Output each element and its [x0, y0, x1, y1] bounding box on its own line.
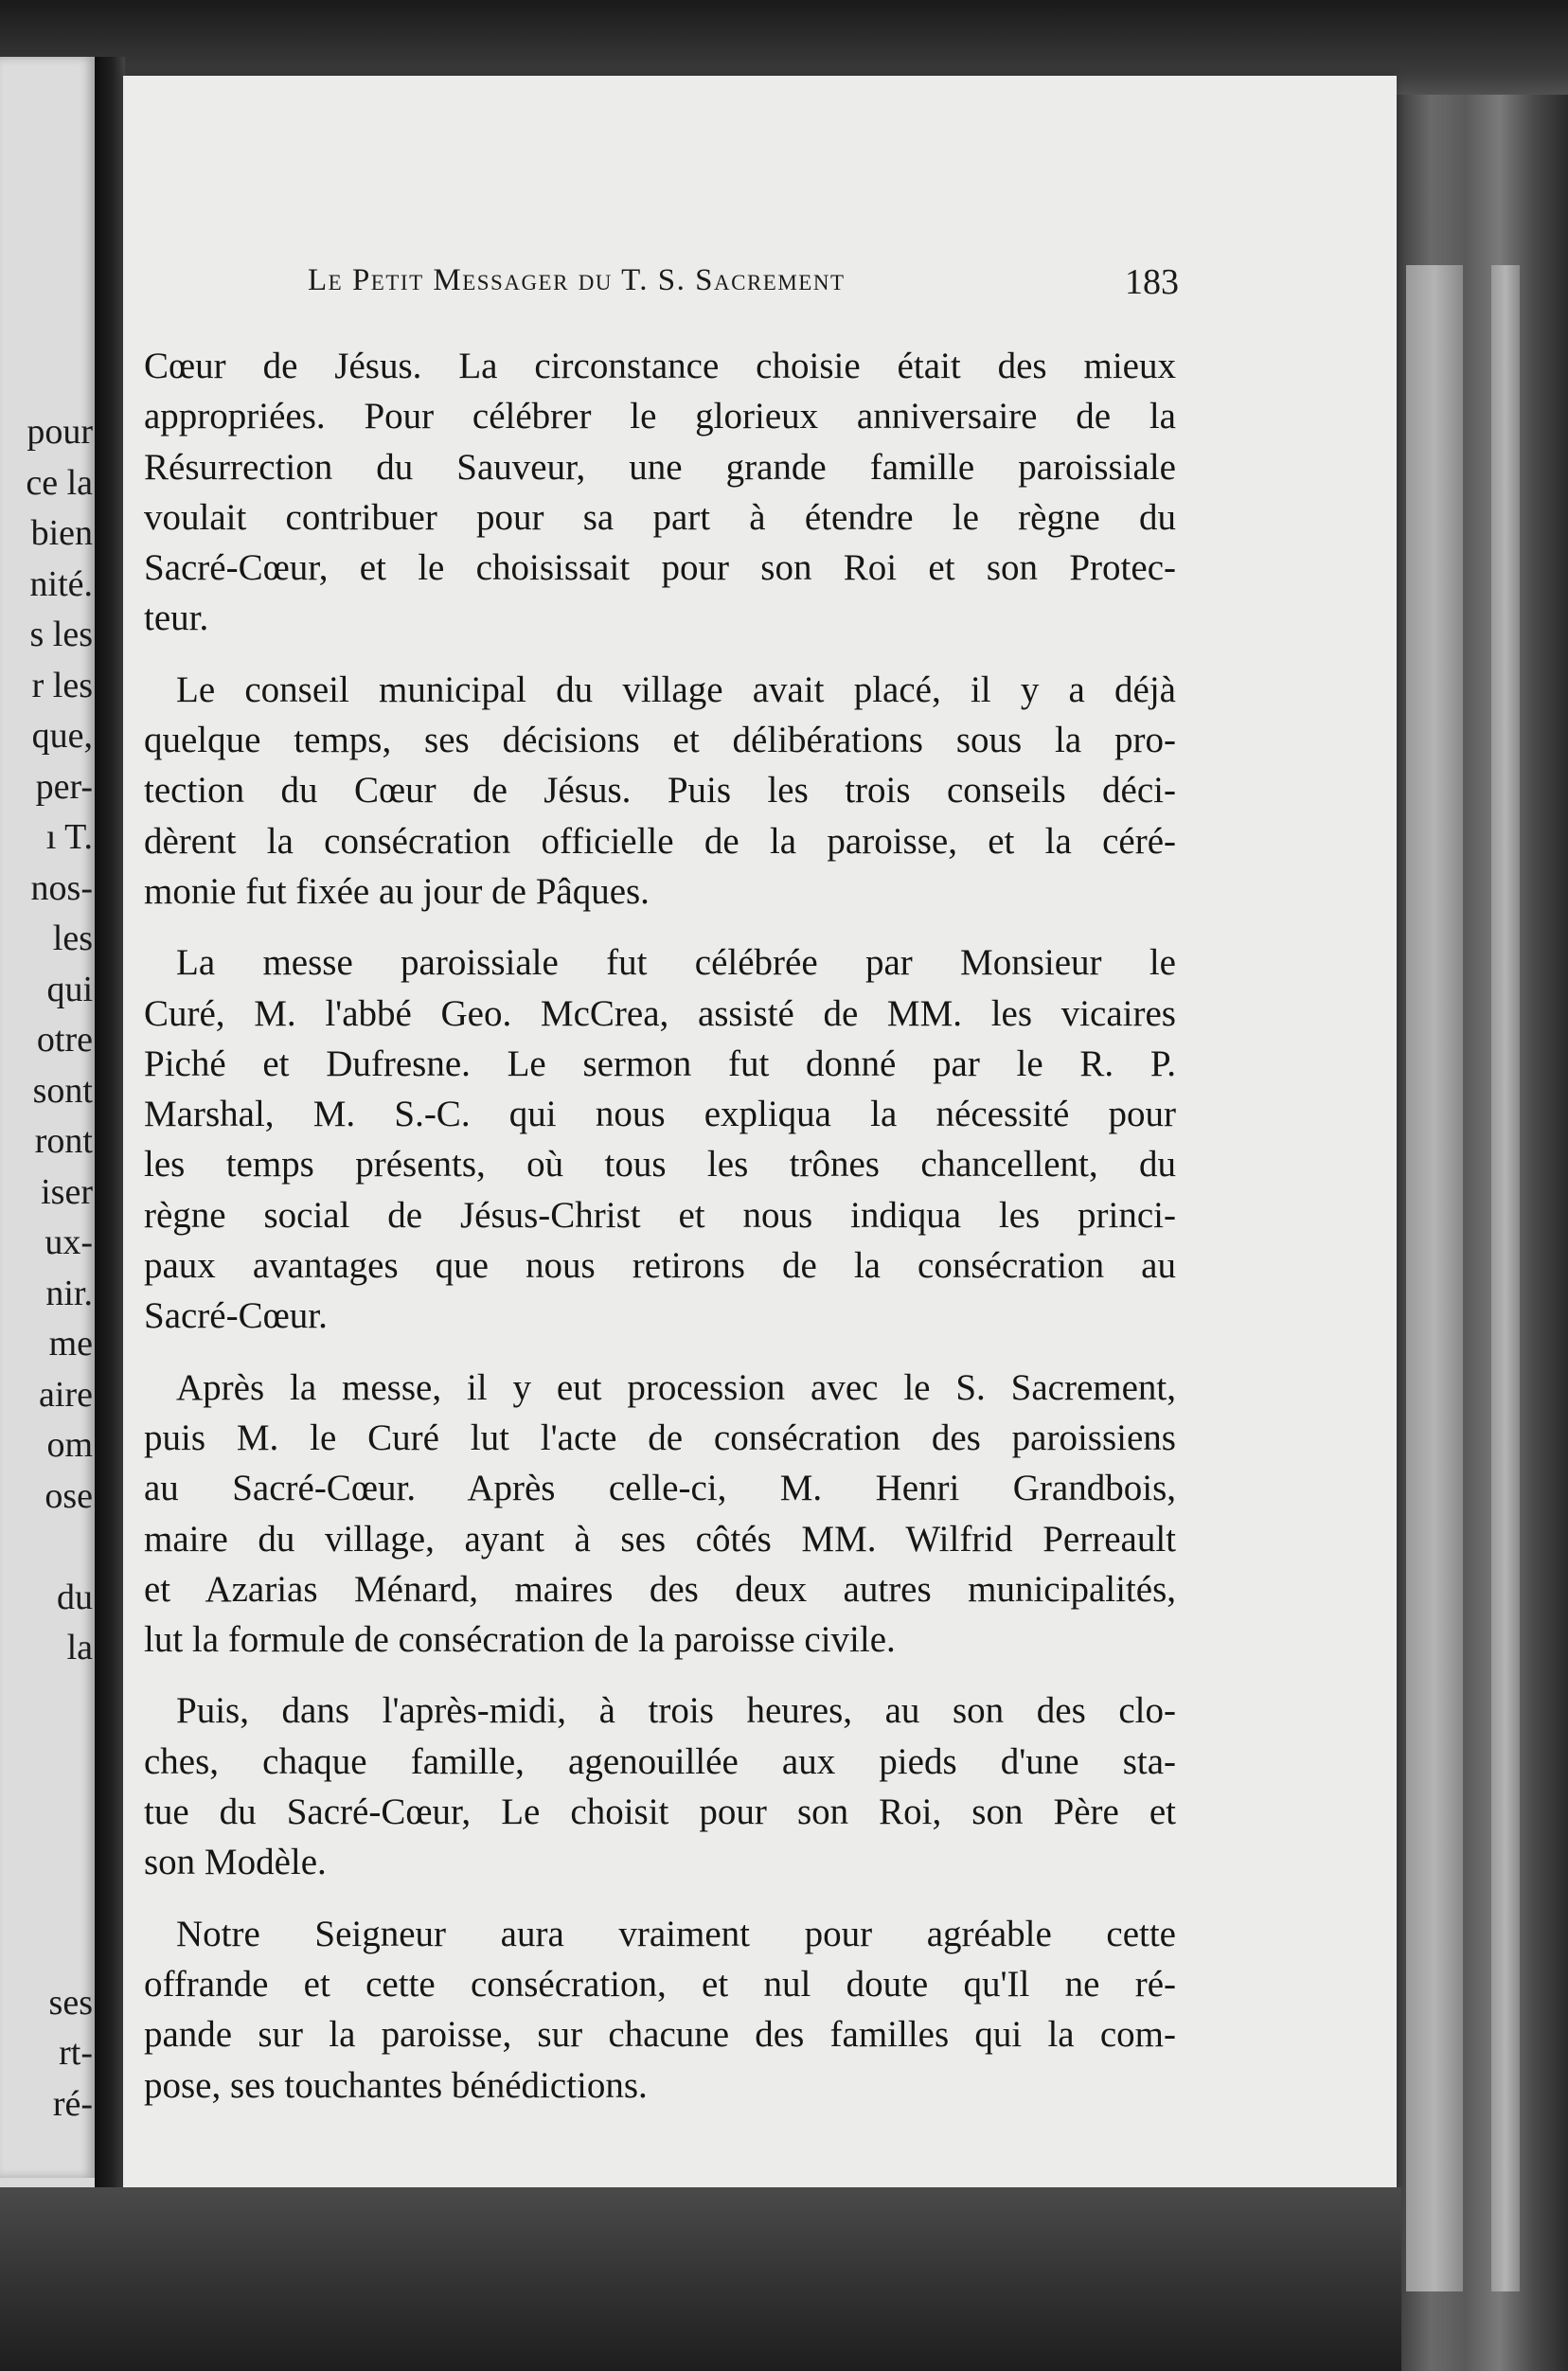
text-line: maire du village, ayant à ses côtés MM. Wilfrid Perreault: [144, 1518, 1176, 1560]
left-facing-page: [0, 57, 95, 2178]
text-line: ches, chaque famille, agenouillée aux pieds d'une sta-: [144, 1740, 1176, 1782]
text-line: tection du Cœur de Jésus. Puis les trois conseils déci-: [144, 770, 1176, 811]
text-line: son Modèle.: [144, 1842, 327, 1883]
left-page-fragment: [0, 1724, 93, 1775]
left-page-fragment: s les: [29, 615, 93, 654]
text-line: Piché et Dufresne. Le sermon fut donné par le R. P.: [144, 1043, 1176, 1084]
left-page-fragment: ront: [34, 1121, 93, 1161]
left-page-text-fragments: [0, 407, 93, 2130]
paragraph: [144, 937, 1176, 1341]
text-line: tue du Sacré-Cœur, Le choisit pour son Roi, son Père et: [144, 1792, 1176, 1833]
left-page-fragment: pour: [27, 412, 93, 452]
text-line: offrande et cette consécration, et nul doute qu'Il ne ré-: [144, 1963, 1176, 2005]
left-page-fragment: les: [52, 918, 93, 958]
text-line: pose, ses touchantes bénédictions.: [144, 2064, 648, 2106]
text-line: quelque temps, ses décisions et délibérations sous la pro-: [144, 720, 1176, 761]
left-page-fragment: [0, 1775, 93, 1827]
text-line: Cœur de Jésus. La circonstance choisie était des mieux: [144, 346, 1176, 386]
left-page-fragment: bien: [30, 513, 93, 553]
body-text: [144, 341, 1176, 2131]
book-gutter: [95, 57, 125, 2197]
left-page-fragment: [0, 1674, 93, 1725]
text-line: au Sacré-Cœur. Après celle-ci, M. Henri Grandbois,: [144, 1468, 1176, 1509]
left-page-fragment: ses: [48, 1982, 93, 2023]
paragraph: [144, 1363, 1176, 1666]
paragraph: [144, 341, 1176, 644]
left-page-fragment: [0, 1927, 93, 1978]
left-page-fragment: ux-: [45, 1222, 93, 1262]
left-page-fragment: ré-: [52, 2083, 93, 2124]
text-line: puis M. le Curé lut l'acte de consécration des paroissiens: [144, 1417, 1176, 1458]
book-page-edges: [1397, 95, 1568, 2371]
left-page-fragment: nos-: [30, 867, 93, 908]
text-line: Après la messe, il y eut procession avec le S. Sacrement,: [176, 1366, 1176, 1408]
left-page-fragment: du: [57, 1577, 93, 1617]
text-line: règne social de Jésus-Christ et nous indiqua les princi-: [144, 1194, 1176, 1236]
text-line: appropriées. Pour célébrer le glorieux anniversaire de la: [144, 396, 1176, 437]
scan-bottom-margin: [0, 2187, 1401, 2371]
left-page-fragment: iser: [41, 1171, 93, 1212]
left-page-fragment: me: [48, 1324, 93, 1364]
text-line: dèrent la consécration officielle de la paroisse, et la céré-: [144, 820, 1176, 862]
text-line: monie fut fixée au jour de Pâques.: [144, 870, 650, 912]
text-line: les temps présents, où tous les trônes chancellent, du: [144, 1144, 1176, 1186]
text-line: Notre Seigneur aura vraiment pour agréable cette: [176, 1913, 1176, 1954]
left-page-fragment: nir.: [45, 1273, 93, 1313]
text-line: voulait contribuer pour sa part à étendre le règne du: [144, 496, 1176, 538]
text-line: et Azarias Ménard, maires des deux autres municipalités,: [144, 1568, 1176, 1610]
text-line: La messe paroissiale fut célébrée par Monsieur le: [176, 942, 1176, 984]
page-edge-stripe: [1406, 265, 1463, 2291]
left-page-fragment: rt-: [59, 2033, 93, 2073]
left-page-fragment: r les: [31, 665, 93, 705]
left-page-fragment: om: [46, 1425, 93, 1465]
left-page-fragment: nité.: [29, 563, 93, 604]
left-page-fragment: ce la: [26, 462, 93, 503]
text-line: paux avantages que nous retirons de la consécration au: [144, 1245, 1176, 1287]
paragraph: [144, 1909, 1176, 2111]
text-line: Sacré-Cœur, et le choisissait pour son Roi et son Protec-: [144, 547, 1176, 589]
left-page-fragment: per-: [35, 766, 93, 807]
text-line: Puis, dans l'après-midi, à trois heures, au son des clo-: [176, 1690, 1176, 1732]
left-page-fragment: ose: [45, 1475, 93, 1516]
left-page-fragment: [0, 1522, 93, 1573]
left-page-fragment: [0, 1877, 93, 1928]
paragraph: [144, 665, 1176, 917]
paragraph: [144, 1685, 1176, 1887]
text-line: teur.: [144, 597, 209, 639]
left-page-fragment: ı T.: [45, 817, 93, 857]
page-edge-stripe: [1491, 265, 1520, 2291]
text-line: Le conseil municipal du village avait placé, il y a déjà: [176, 669, 1176, 710]
left-page-fragment: aire: [39, 1374, 93, 1415]
text-line: Résurrection du Sauveur, une grande famille paroissiale: [144, 446, 1176, 488]
running-header: Le Petit Messager du T. S. Sacrement: [308, 263, 846, 297]
text-line: pande sur la paroisse, sur chacune des familles qui la com-: [144, 2014, 1176, 2056]
text-line: Sacré-Cœur.: [144, 1295, 328, 1337]
left-page-fragment: sont: [32, 1070, 93, 1111]
left-page-fragment: otre: [36, 1020, 93, 1060]
text-line: Curé, M. l'abbé Geo. McCrea, assisté de MM. les vicaires: [144, 992, 1176, 1034]
left-page-fragment: que,: [31, 716, 93, 756]
left-page-fragment: [0, 1826, 93, 1877]
text-line: Marshal, M. S.-C. qui nous expliqua la nécessité pour: [144, 1094, 1176, 1135]
left-page-fragment: la: [66, 1628, 93, 1667]
page-number: 183: [1125, 262, 1179, 302]
text-line: lut la formule de consécration de la paroisse civile.: [144, 1619, 896, 1661]
left-page-fragment: qui: [46, 969, 93, 1009]
